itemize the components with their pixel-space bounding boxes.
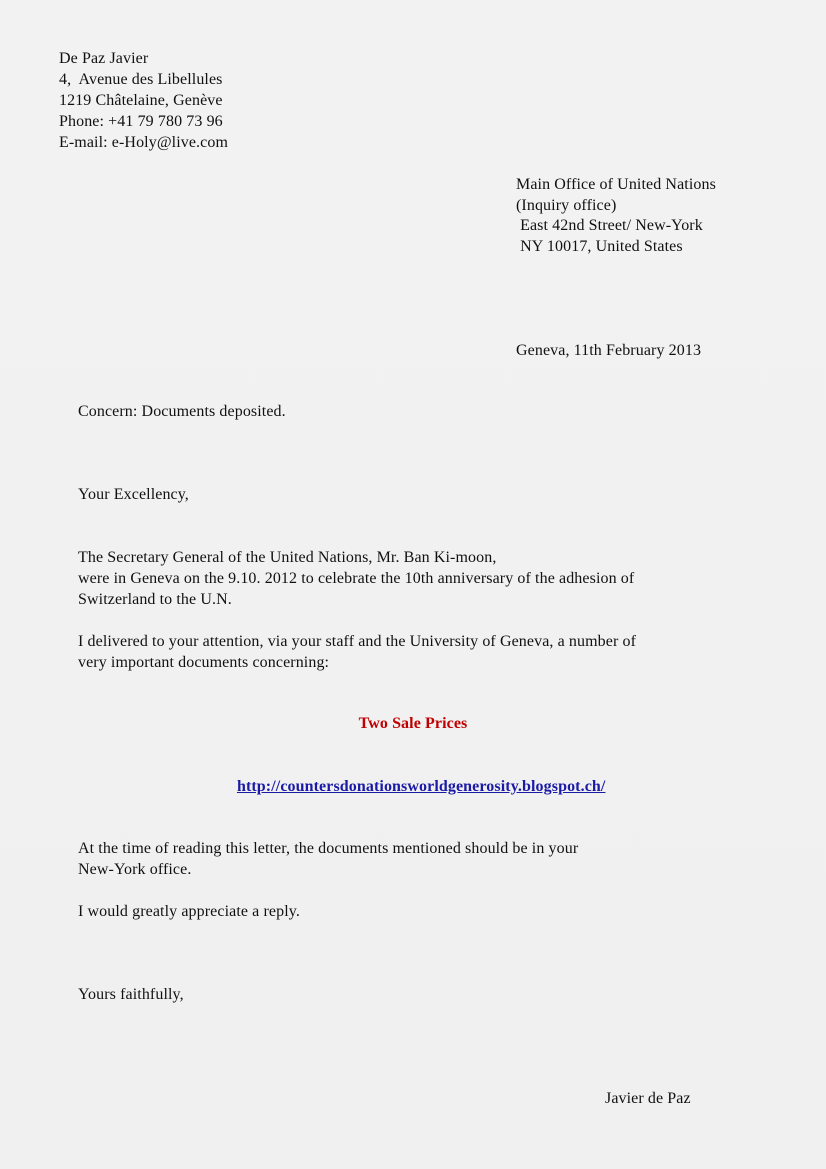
sender-phone: Phone: +41 79 780 73 96 [59,113,223,130]
sender-email: E-mail: e-Holy@live.com [59,134,228,151]
sender-address-line-1: 4, Avenue des Libellules [59,71,223,88]
paragraph-1-line-3: Switzerland to the U.N. [78,591,232,608]
paragraph-1-line-1: The Secretary General of the United Nations, Mr. Ban Ki-moon, [78,549,497,566]
paragraph-2-line-1: I delivered to your attention, via your staff and the University of Geneva, a number of [78,633,637,650]
closing-line: Yours faithfully, [78,986,184,1003]
recipient-line-4: NY 10017, United States [516,238,683,255]
recipient-line-2: (Inquiry office) [516,197,617,214]
link-row [0,755,826,818]
paragraph-1-line-2: were in Geneva on the 9.10. 2012 to celebrate the 10th anniversary of the adhesion of [78,570,635,587]
highlight-title: Two Sale Prices [358,715,468,732]
recipient-line-3: East 42nd Street/ New-York [516,217,703,234]
signature-name: Javier de Paz [605,1090,691,1107]
blog-link[interactable]: http://countersdonationsworldgenerosity.blogspot.ch/ [236,778,606,795]
paragraph-3-line-2: New-York office. [78,861,192,878]
letter-date: Geneva, 11th February 2013 [516,342,702,359]
sender-address-line-2: 1219 Châtelaine, Genève [59,92,223,109]
recipient-line-1: Main Office of United Nations [516,176,716,193]
paragraph-3-line-1: At the time of reading this letter, the documents mentioned should be in your [78,840,579,857]
subject-line: Concern: Documents deposited. [78,403,286,420]
salutation: Your Excellency, [78,486,189,503]
sender-name: De Paz Javier [59,50,149,67]
paragraph-4: I would greatly appreciate a reply. [78,903,300,920]
paragraph-2-line-2: very important documents concerning: [78,654,330,671]
